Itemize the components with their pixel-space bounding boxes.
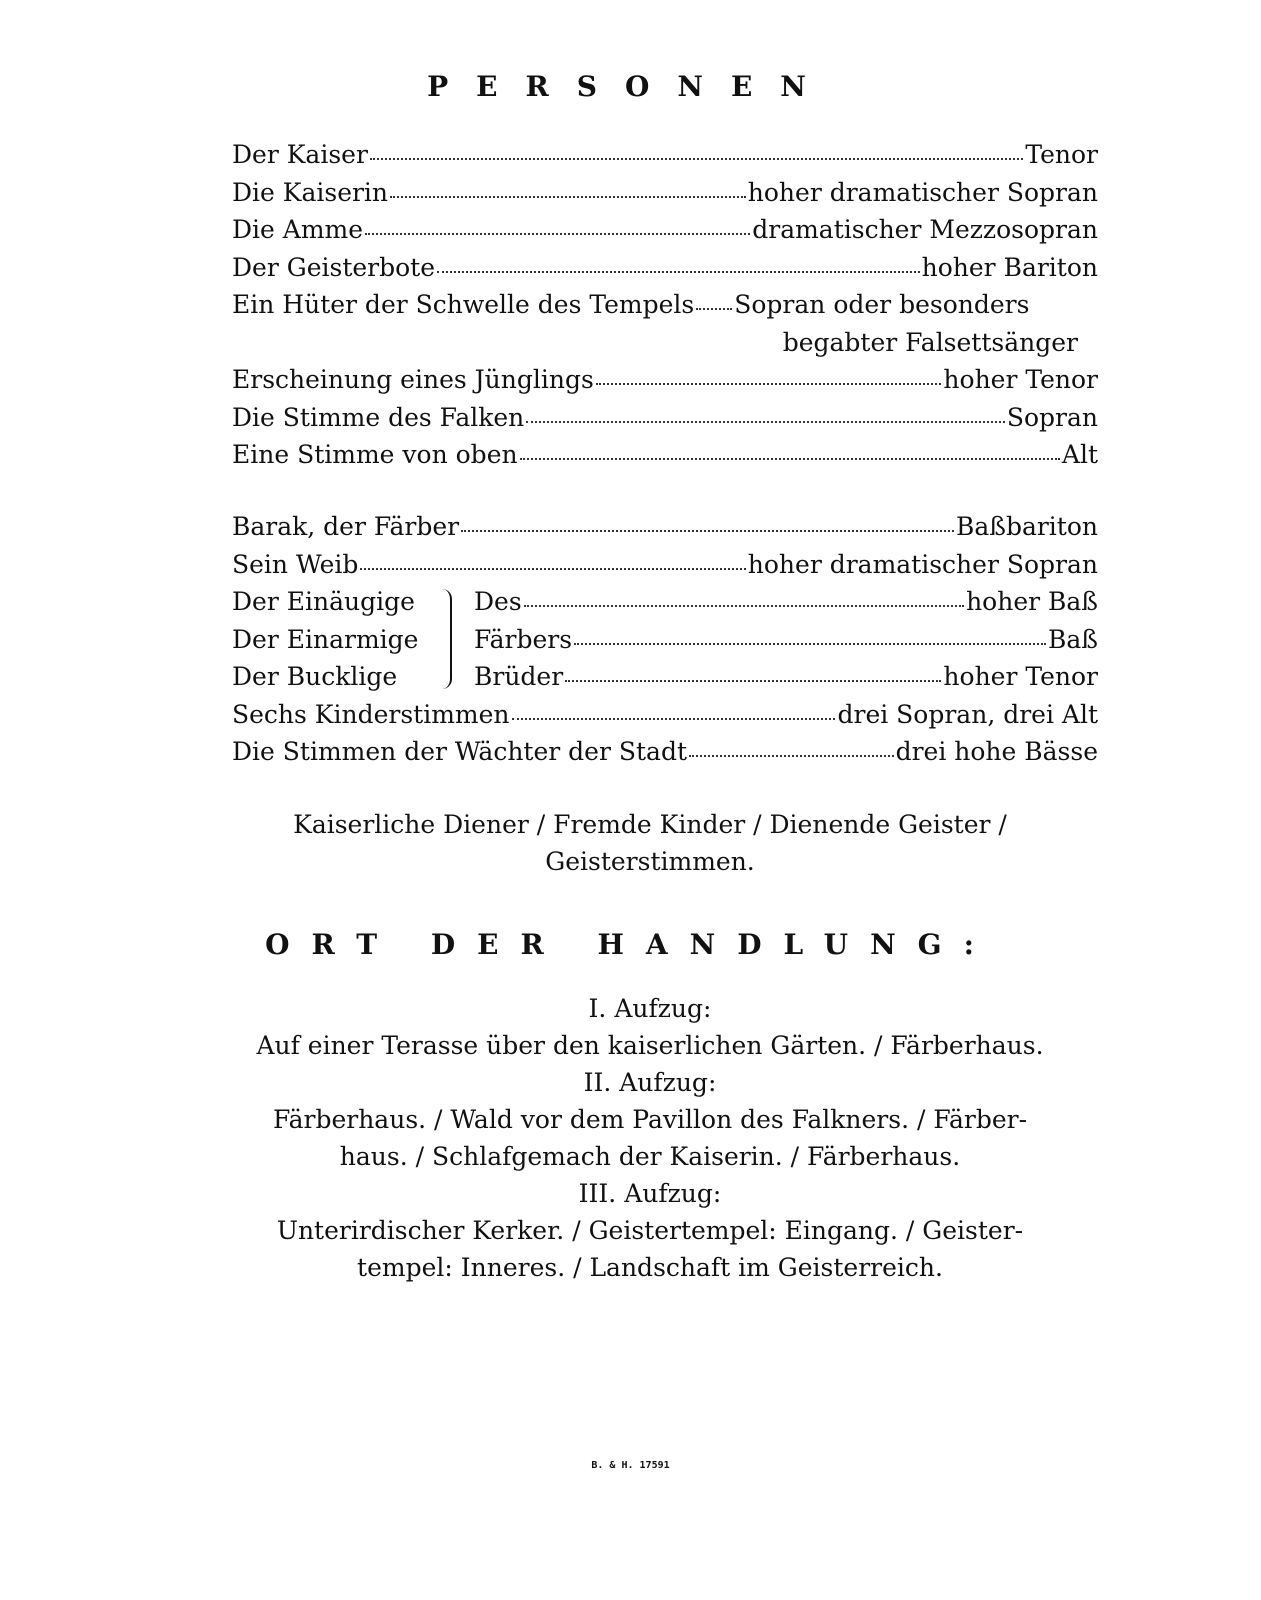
role-row	[232, 249, 1098, 287]
extras-line: Kaiserliche Diener / Fremde Kinder / Dienende Geister /	[293, 810, 1007, 839]
role-name: Der Kaiser	[232, 140, 368, 169]
leader-dots	[520, 458, 1060, 460]
leader-dots	[696, 308, 732, 310]
plate-number: B. & H. 17591	[591, 1460, 670, 1471]
role-name: Die Amme	[232, 215, 364, 244]
leader-dots	[689, 755, 894, 757]
role-row	[474, 658, 1098, 696]
voice-type: hoher Tenor	[943, 365, 1098, 394]
acts-block	[180, 990, 1120, 1286]
role-row	[474, 621, 1098, 659]
role-name: Sechs Kinderstimmen	[232, 699, 510, 729]
role-name: Barak, der Färber	[232, 512, 460, 541]
act-line: Unterirdischer Kerker. / Geistertempel: Eingang. / Geister-	[276, 1216, 1024, 1245]
role-name: Die Stimmen der Wächter der Stadt	[232, 737, 687, 766]
leader-dots	[461, 530, 954, 532]
role-name: Sein Weib	[232, 549, 359, 579]
leader-dots	[574, 643, 1046, 645]
role-name: Erscheinung eines Jünglings	[232, 365, 594, 394]
leader-dots	[390, 196, 746, 198]
voice-type: dramatischer Mezzosopran	[752, 215, 1098, 244]
voice-type: Alt	[1061, 440, 1098, 469]
leader-dots	[524, 605, 964, 607]
role-row	[232, 211, 1098, 249]
extras-line: Geisterstimmen.	[545, 847, 755, 876]
role-row-continuation	[232, 324, 1098, 362]
voice-type: Tenor	[1025, 140, 1098, 169]
role-row	[232, 546, 1098, 584]
voice-type: begabter Falsettsänger	[782, 327, 1078, 357]
voice-type: Sopran	[1006, 402, 1098, 432]
role-row	[474, 583, 1098, 621]
act-heading: II. Aufzug:	[583, 1068, 717, 1097]
voice-type: hoher dramatischer Sopran	[747, 177, 1098, 207]
voice-type: hoher Tenor	[943, 662, 1098, 691]
brace-icon	[438, 589, 452, 689]
role-label: Färbers	[474, 624, 573, 654]
role-row	[232, 399, 1098, 437]
role-name: Der Geisterbote	[232, 252, 436, 282]
role-name: Eine Stimme von oben	[232, 440, 518, 469]
ort-heading: ORT DER HANDLUNG:	[265, 928, 996, 961]
voice-type: hoher Bariton	[921, 252, 1098, 282]
role-name: Der Bucklige	[232, 662, 398, 691]
role-row	[232, 696, 1098, 734]
act-line: tempel: Inneres. / Landschaft im Geisterreich.	[357, 1253, 943, 1282]
leader-dots	[365, 233, 750, 235]
voice-type: Sopran oder besonders	[734, 290, 1030, 319]
voice-type: Baß	[1048, 624, 1098, 654]
brothers-names	[232, 583, 452, 696]
role-row	[232, 136, 1098, 174]
role-row	[232, 436, 1098, 474]
role-name: Der Einarmige	[232, 624, 419, 654]
leader-dots	[512, 718, 836, 720]
roles-group-2	[232, 508, 1098, 771]
voice-type: Baßbariton	[955, 512, 1098, 541]
leader-dots	[360, 568, 745, 570]
act-line: Auf einer Terasse über den kaiserlichen Gärten. / Färberhaus.	[256, 1031, 1044, 1060]
role-row	[232, 361, 1098, 399]
roles-group-1	[232, 136, 1098, 474]
role-row	[232, 174, 1098, 212]
leader-dots	[437, 271, 920, 273]
leader-dots	[526, 421, 1005, 423]
voice-type: hoher dramatischer Sopran	[747, 549, 1098, 579]
role-name: Ein Hüter der Schwelle des Tempels	[232, 290, 695, 319]
act-line: haus. / Schlafgemach der Kaiserin. / Färberhaus.	[339, 1142, 961, 1171]
leader-dots	[565, 680, 941, 682]
brothers-group	[232, 583, 1098, 696]
role-row	[232, 733, 1098, 771]
voice-type: drei Sopran, drei Alt	[837, 699, 1098, 729]
personen-heading: PERSONEN	[427, 70, 834, 103]
role-name: Die Stimme des Falken	[232, 402, 525, 432]
leader-dots	[596, 383, 942, 385]
role-row	[232, 286, 1098, 324]
role-name: Die Kaiserin	[232, 177, 389, 207]
act-heading: III. Aufzug:	[578, 1179, 722, 1208]
role-row	[232, 508, 1098, 546]
voice-type: hoher Baß	[966, 587, 1098, 616]
extras-block	[200, 806, 1100, 880]
act-line: Färberhaus. / Wald vor dem Pavillon des Falkners. / Färber-	[272, 1105, 1028, 1134]
leader-dots	[370, 158, 1023, 160]
role-label: Des	[474, 587, 522, 616]
role-name: Der Einäugige	[232, 587, 415, 616]
role-label: Brüder	[474, 662, 564, 691]
brothers-rows	[474, 583, 1098, 696]
act-heading: I. Aufzug:	[588, 994, 712, 1023]
voice-type: drei hohe Bässe	[895, 737, 1098, 766]
